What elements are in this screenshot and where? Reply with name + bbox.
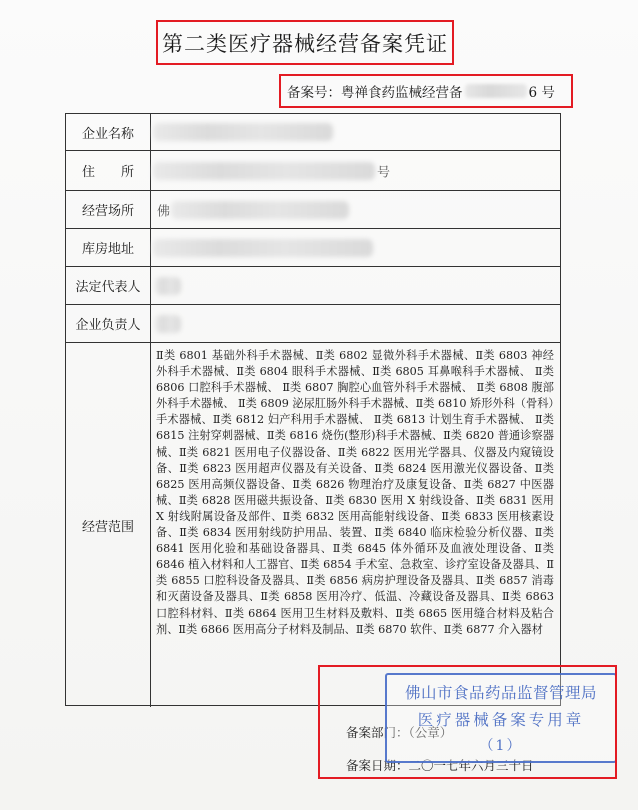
- row-legal-representative: [66, 267, 560, 305]
- value-business-premises: [151, 191, 560, 228]
- redacted-address: [153, 162, 375, 180]
- redacted-company-name: [153, 123, 333, 141]
- redacted-warehouse-address: [153, 239, 373, 257]
- label-company-name: 企业名称: [66, 114, 151, 150]
- seal-line-number: （1）: [479, 738, 523, 754]
- row-company-name: [66, 114, 560, 151]
- redacted-legal-representative: [155, 277, 181, 295]
- seal-highlight-box: [318, 665, 617, 779]
- value-person-in-charge: [151, 305, 560, 342]
- row-business-scope: [66, 343, 560, 707]
- info-table: [65, 113, 561, 706]
- redacted-business-premises: [171, 201, 349, 219]
- filing-number: [279, 74, 581, 108]
- seal-line-purpose: 医疗器械备案专用章: [417, 711, 585, 729]
- redacted-person-in-charge: [155, 315, 181, 333]
- seal-line-authority: 佛山市食品药品监督管理局: [404, 684, 597, 702]
- label-address: 住 所: [66, 151, 151, 190]
- value-legal-representative: [151, 267, 560, 304]
- label-legal-representative: 法定代表人: [66, 267, 151, 304]
- value-warehouse-address: [151, 229, 560, 266]
- filing-department-label: 备案部门：（公章）: [346, 725, 453, 740]
- label-warehouse-address: 库房地址: [66, 229, 151, 266]
- redacted-filing-digits: [465, 84, 527, 98]
- filing-date-label: 备案日期：二〇一七年六月三十日: [346, 758, 534, 773]
- filing-number-suffix: 6 号: [528, 85, 555, 101]
- value-company-name: [151, 114, 560, 150]
- value-address: [151, 151, 560, 190]
- label-business-premises: 经营场所: [66, 191, 151, 228]
- row-warehouse-address: [66, 229, 560, 267]
- premises-visible-text: 佛: [157, 204, 171, 219]
- row-person-in-charge: [66, 305, 560, 343]
- row-business-premises: [66, 191, 560, 229]
- filing-number-prefix: 备案号：粤禅食药监械经营备: [287, 85, 463, 101]
- label-business-scope: 经营范围: [66, 343, 151, 707]
- document-title: 第二类医疗器械经营备案凭证: [162, 31, 448, 56]
- label-person-in-charge: 企业负责人: [66, 305, 151, 342]
- business-scope-text: Ⅱ类 6801 基础外科手术器械、Ⅱ类 6802 显微外科手术器械、Ⅱ类 6803 神经外科手术器械、Ⅱ类 6804 眼科手术器械、Ⅱ类 6805 耳鼻喉科手术器械、 Ⅱ类 6806 口腔科手术器械、 Ⅱ类 6807 胸腔心血管外科手术器械、 Ⅱ类 6808 腹部外科手术器械、 Ⅱ类 6809 泌尿肛肠外科手术器械、Ⅱ类 6810 矫形外科（骨科）手术器械、Ⅱ类 6812 妇产科用手术器械、 Ⅱ类 6813 计划生育手术器械、 Ⅱ类 6815 注射穿刺器械、Ⅱ类 6816 烧伤(整形)科手术器械、Ⅱ类 6820 普通诊察器械、Ⅱ类 6821 医用电子仪器设备、Ⅱ类 6822 医用光学器具、仪器及内窥镜设备、Ⅱ类 6823 医用超声仪器及有关设备、Ⅱ类 6824 医用激光仪器设备、Ⅱ类 6825 医用高频仪器设备、Ⅱ类 6826 物理治疗及康复设备、Ⅱ类 6827 中医器械、Ⅱ类 6828 医用磁共振设备、Ⅱ类 6830 医用 X 射线设备、Ⅱ类 6831 医用 X 射线附属设备及部件、Ⅱ类 6832 医用高能射线设备、Ⅱ类 6833 医用核素设备、Ⅱ类 6834 医用射线防护用品、装置、Ⅱ类 6840 临床检验分析仪器、Ⅱ类 6841 医用化验和基础设备器具、Ⅱ类 6845 体外循环及血液处理设备、Ⅱ类 6846 植入材料和人工器官、Ⅱ类 6854 手术室、急救室、诊疗室设备及器具、Ⅱ类 6855 口腔科设备及器具、Ⅱ类 6856 病房护理设备及器具、Ⅱ类 6857 消毒和灭菌设备及器具、Ⅱ类 6858 医用冷疗、低温、冷藏设备及器具、Ⅱ类 6863 口腔科材料、Ⅱ类 6864 医用卫生材料及敷料、Ⅱ类 6865 医用缝合材料及粘合剂、Ⅱ类 6866 医用高分子材料及制品、Ⅱ类 6870 软件、Ⅱ类 6877 介入器材: [156, 349, 554, 636]
- row-address: [66, 151, 560, 191]
- address-visible-text: 号: [377, 165, 391, 180]
